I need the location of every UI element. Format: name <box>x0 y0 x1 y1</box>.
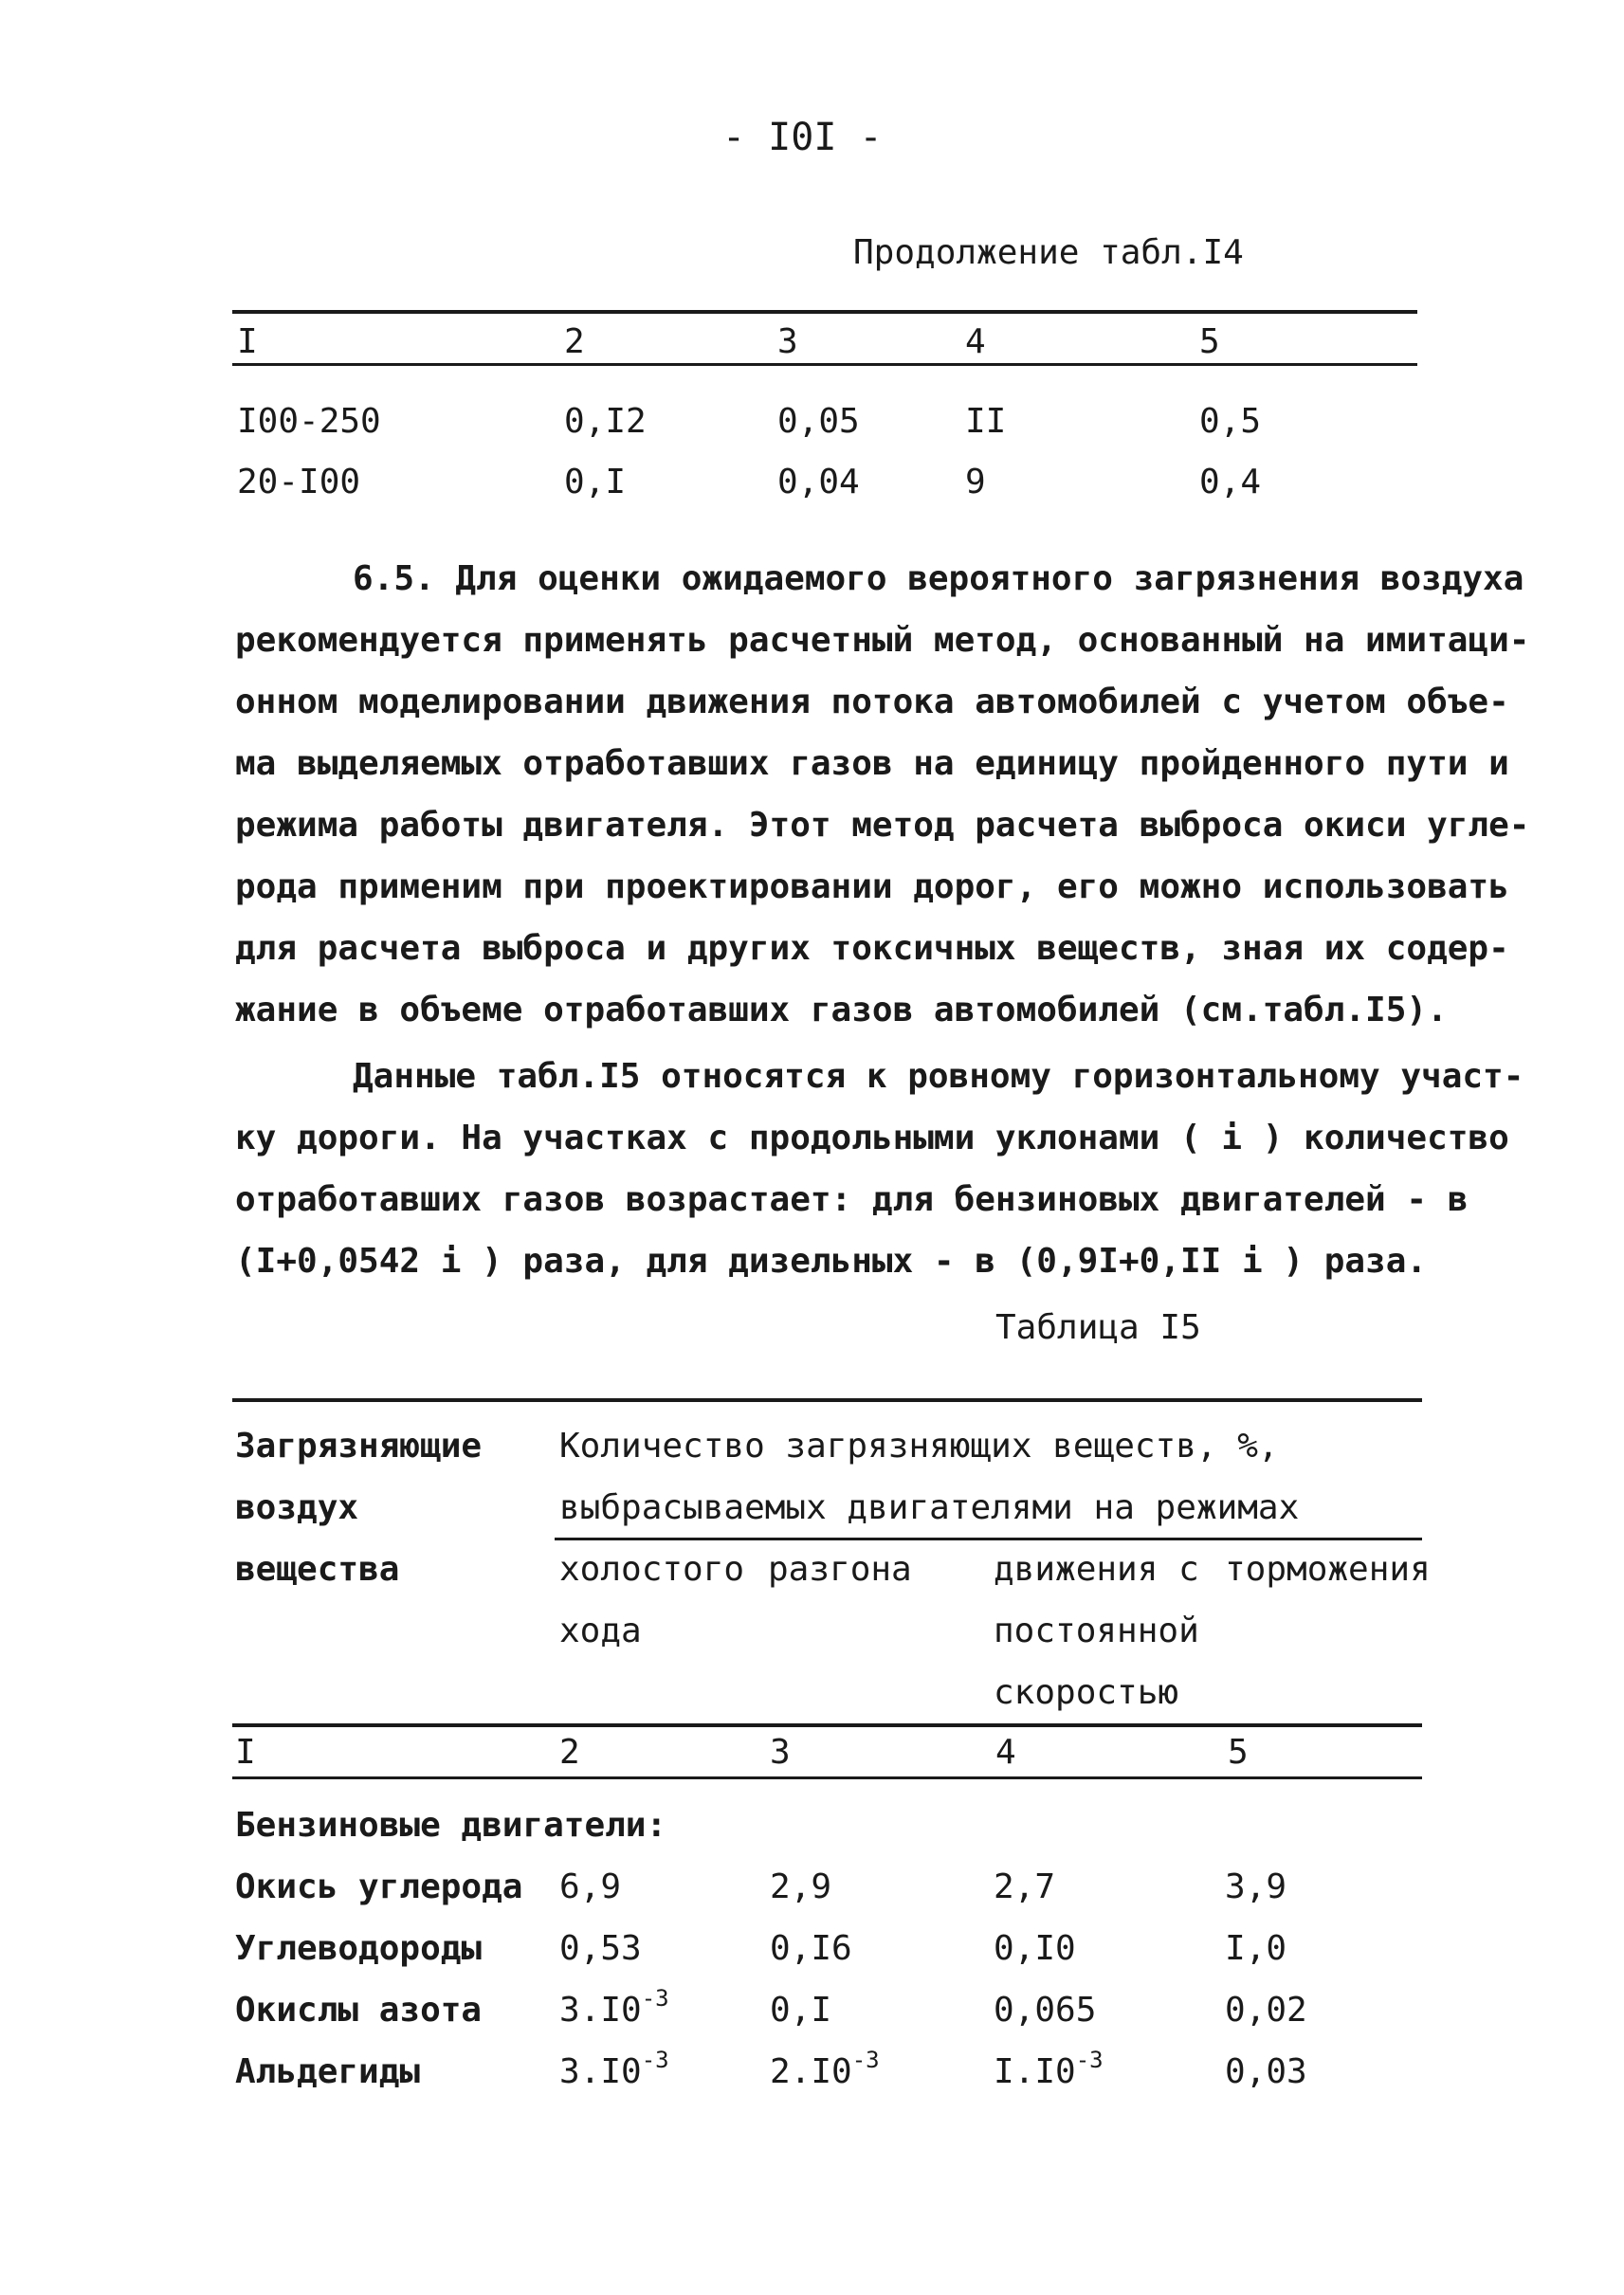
header-line: Количество загрязняющих веществ, %, <box>559 1427 1279 1466</box>
cell-base: I.I0 <box>994 2052 1076 2091</box>
text-line: ма выделяемых отработавших газов на единицу пройденного пути и <box>235 744 1509 783</box>
table-cell: 3,9 <box>1225 1867 1287 1906</box>
table-cell: 0,I6 <box>770 1929 852 1968</box>
table-cell: 0,065 <box>994 1991 1097 2030</box>
table14-col-number: 3 <box>777 322 798 361</box>
text-line: для расчета выброса и других токсичных веществ, зная их содер- <box>235 929 1509 968</box>
table15-col-number: I <box>235 1733 256 1772</box>
table-cell: 0,I <box>770 1991 832 2030</box>
table-cell: 0,5 <box>1199 402 1262 441</box>
cell-base: 3.I0 <box>559 2052 642 2091</box>
cell-exponent: -3 <box>851 2047 880 2073</box>
cell-exponent: -3 <box>641 2047 669 2073</box>
table-cell <box>559 1985 669 2030</box>
table-cell <box>559 2047 669 2091</box>
text-line: ку дороги. На участках с продольными уклонами ( i ) количество <box>235 1119 1509 1157</box>
header-line: холостого <box>559 1550 745 1589</box>
table14-col-number: 5 <box>1199 322 1220 361</box>
table-cell: 0,04 <box>777 463 860 501</box>
header-line: вещества <box>235 1550 400 1589</box>
cell-base: 2.I0 <box>770 2052 852 2091</box>
table15-col-number: 4 <box>995 1733 1016 1772</box>
text-line: отработавших газов возрастает: для бензиновых двигателей - в <box>235 1180 1469 1219</box>
text-line: рекомендуется применять расчетный метод, основанный на имитаци- <box>235 621 1530 660</box>
header-line: постоянной <box>994 1612 1199 1650</box>
header-line: хода <box>559 1612 642 1650</box>
table-cell: 2,9 <box>770 1867 832 1906</box>
table-cell: 0,I0 <box>994 1929 1076 1968</box>
table14-top-rule <box>232 310 1417 314</box>
header-line: выбрасываемых двигателями на режимах <box>559 1488 1300 1527</box>
row-label: Углеводороды <box>235 1929 483 1968</box>
text-line: жание в объеме отработавших газов автомобилей (см.табл.I5). <box>235 991 1448 1029</box>
table15-header-rule <box>232 1723 1422 1727</box>
table14-header-rule <box>232 363 1417 366</box>
cell-exponent: -3 <box>1075 2047 1104 2073</box>
table-cell: 0,I <box>564 463 627 501</box>
table-cell: 6,9 <box>559 1867 622 1906</box>
table-cell: 0,53 <box>559 1929 642 1968</box>
row-label: Окислы азота <box>235 1991 483 2030</box>
text-line: 6.5. Для оценки ожидаемого вероятного загрязнения воздуха <box>353 559 1524 598</box>
table15-top-rule <box>232 1398 1422 1402</box>
table-cell: 0,I2 <box>564 402 647 441</box>
cell-exponent: -3 <box>641 1985 669 2012</box>
table-cell: II <box>965 402 1007 441</box>
table-cell: 9 <box>965 463 986 501</box>
table15-group-rule <box>555 1538 1422 1540</box>
table-cell: 20-I00 <box>237 463 361 501</box>
table-cell <box>770 2047 880 2091</box>
text-line: Данные табл.I5 относятся к ровному горизонтальному участ- <box>353 1057 1524 1096</box>
header-line: торможения <box>1225 1550 1431 1589</box>
table15-col-number: 5 <box>1228 1733 1249 1772</box>
table14-col-number: I <box>237 322 258 361</box>
header-line: разгона <box>768 1550 912 1589</box>
table-cell: 0,03 <box>1225 2052 1307 2091</box>
table14-col-number: 2 <box>564 322 585 361</box>
table15-numbers-rule <box>232 1776 1422 1779</box>
table-cell: I,0 <box>1225 1929 1287 1968</box>
page-number: - I0I - <box>722 116 883 159</box>
table-cell <box>994 2047 1104 2091</box>
header-line: Загрязняющие <box>235 1427 483 1466</box>
text-line: онном моделировании движения потока автомобилей с учетом объе- <box>235 683 1509 721</box>
row-label: Альдегиды <box>235 2052 421 2091</box>
header-line: скоростью <box>994 1673 1179 1712</box>
header-line: движения с <box>994 1550 1199 1589</box>
row-label: Окись углерода <box>235 1867 523 1906</box>
table-cell: 2,7 <box>994 1867 1056 1906</box>
table15-col-number: 3 <box>770 1733 791 1772</box>
text-line: режима работы двигателя. Этот метод расчета выброса окиси угле- <box>235 806 1530 845</box>
section-label: Бензиновые двигатели: <box>235 1806 667 1845</box>
text-line: рода применим при проектировании дорог, его можно использовать <box>235 867 1509 906</box>
table-cell: I00-250 <box>237 402 381 441</box>
table-cell: 0,02 <box>1225 1991 1307 2030</box>
text-line: (I+0,0542 i ) раза, для дизельных - в (0,9I+0,II i ) раза. <box>235 1242 1428 1281</box>
table15-title: Таблица I5 <box>995 1308 1201 1347</box>
cell-base: 3.I0 <box>559 1991 642 2030</box>
header-line: воздух <box>235 1488 359 1527</box>
table14-caption: Продолжение табл.I4 <box>853 233 1244 272</box>
table-cell: 0,4 <box>1199 463 1262 501</box>
table14-col-number: 4 <box>965 322 986 361</box>
table-cell: 0,05 <box>777 402 860 441</box>
table15-col-number: 2 <box>559 1733 580 1772</box>
